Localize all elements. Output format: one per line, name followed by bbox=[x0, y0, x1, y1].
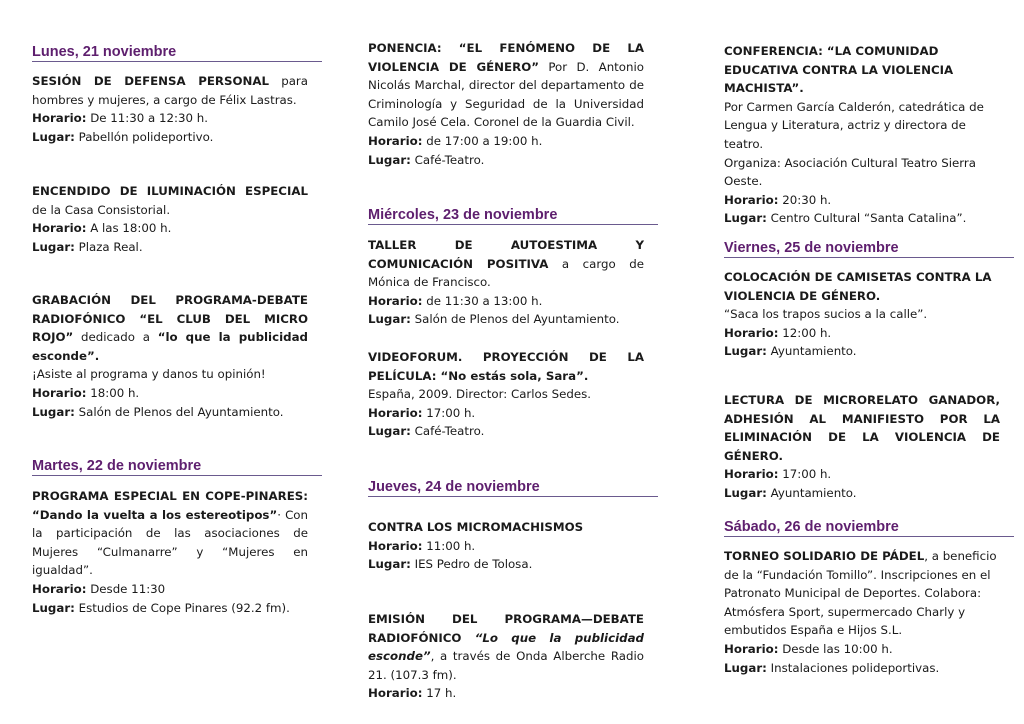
event-note: ¡Asiste al programa y danos tu opinión! bbox=[32, 367, 266, 382]
event-horario: 17:00 h. bbox=[778, 467, 832, 482]
event-title: GRABACIÓN DEL PROGRAMA-DEBATE RADIOFÓNICO “EL CLUB DEL MICRO ROJO” bbox=[32, 293, 308, 345]
lugar-label: Lugar: bbox=[724, 211, 767, 226]
horario-label: Horario: bbox=[368, 686, 423, 701]
event-title: PONENCIA: “EL FENÓMENO DE LA VIOLENCIA DE GÉNERO” bbox=[368, 41, 644, 74]
event-title: COLOCACIÓN DE CAMISETAS CONTRA LA VIOLENCIA DE GÉNERO. bbox=[724, 270, 992, 303]
event-horario: de 17:00 a 19:00 h. bbox=[422, 133, 543, 148]
lugar-label: Lugar: bbox=[368, 152, 411, 167]
lugar-label: Lugar: bbox=[724, 344, 767, 359]
event-title: EMISIÓN DEL PROGRAMA—DEBATE RADIOFÓNICO bbox=[368, 612, 644, 645]
event-lugar: Ayuntamiento. bbox=[766, 485, 857, 500]
event-lugar: Plaza Real. bbox=[74, 239, 143, 254]
event-title: CONFERENCIA: “LA COMUNIDAD EDUCATIVA CONTRA LA VIOLENCIA MACHISTA”. bbox=[724, 44, 954, 96]
horario-label: Horario: bbox=[724, 641, 779, 656]
event-grabacion-debate bbox=[32, 291, 308, 421]
event-horario: 12:00 h. bbox=[778, 325, 832, 340]
horario-label: Horario: bbox=[724, 467, 779, 482]
lugar-label: Lugar: bbox=[368, 557, 411, 572]
event-description: dedicado a bbox=[73, 330, 158, 345]
day-heading-saturday: Sábado, 26 de noviembre bbox=[724, 519, 1014, 537]
event-defensa-personal bbox=[32, 72, 308, 146]
event-horario: De 11:30 a 12:30 h. bbox=[86, 111, 208, 126]
day-heading-friday: Viernes, 25 de noviembre bbox=[724, 240, 1014, 258]
event-horario: 18:00 h. bbox=[86, 385, 140, 400]
event-lugar: Instalaciones polideportivas. bbox=[766, 660, 940, 675]
event-description: “Saca los trapos sucios a la calle”. bbox=[724, 307, 928, 322]
event-lugar: Estudios de Cope Pinares (92.2 fm). bbox=[74, 600, 290, 615]
event-description: a cargo de Mónica de Francisco. bbox=[368, 256, 644, 290]
lugar-label: Lugar: bbox=[724, 660, 767, 675]
event-title: VIDEOFORUM. PROYECCIÓN DE LA PELÍCULA: “No estás sola, Sara”. bbox=[368, 350, 644, 383]
event-taller-autoestima bbox=[368, 236, 644, 329]
lugar-label: Lugar: bbox=[32, 404, 75, 419]
event-description: · Con la participación de las asociaciones de Mujeres “Culmanarre” y “Mujeres en igualdad”. bbox=[32, 507, 309, 578]
event-ponencia bbox=[368, 39, 644, 169]
event-cope-pinares bbox=[32, 487, 308, 617]
event-lugar: Café-Teatro. bbox=[410, 424, 485, 439]
horario-label: Horario: bbox=[724, 192, 779, 207]
horario-label: Horario: bbox=[32, 581, 87, 596]
horario-label: Horario: bbox=[368, 538, 423, 553]
event-lugar: IES Pedro de Tolosa. bbox=[410, 557, 533, 572]
horario-label: Horario: bbox=[368, 133, 423, 148]
lugar-label: Lugar: bbox=[32, 600, 75, 615]
event-torneo-padel bbox=[724, 547, 1000, 677]
event-lugar: Pabellón polideportivo. bbox=[74, 129, 214, 144]
event-lugar: Centro Cultural “Santa Catalina”. bbox=[766, 211, 967, 226]
lugar-label: Lugar: bbox=[724, 485, 767, 500]
event-title: CONTRA LOS MICROMACHISMOS bbox=[368, 520, 584, 534]
event-title: SESIÓN DE DEFENSA PERSONAL bbox=[32, 74, 270, 88]
event-horario: Desde 11:30 bbox=[86, 581, 166, 596]
lugar-label: Lugar: bbox=[368, 312, 411, 327]
day-heading-tuesday: Martes, 22 de noviembre bbox=[32, 458, 322, 476]
day-heading-monday: Lunes, 21 noviembre bbox=[32, 44, 322, 62]
lugar-label: Lugar: bbox=[368, 424, 411, 439]
event-horario: 17 h. bbox=[422, 686, 457, 701]
event-emision-programa bbox=[368, 610, 644, 703]
event-lugar: Salón de Plenos del Ayuntamiento. bbox=[74, 404, 284, 419]
event-description: Por D. Antonio Nicolás Marchal, director del departamento de Criminología y Seguridad de la Universidad Camilo José Cela. Coronel de la Guardia Civil. bbox=[368, 59, 644, 130]
event-microrelato bbox=[724, 391, 1000, 503]
event-micromachismos bbox=[368, 518, 644, 574]
event-conferencia bbox=[724, 42, 1000, 228]
event-subtitle: “lo que la publicidad esconde”. bbox=[32, 330, 308, 363]
event-horario: Desde las 10:00 h. bbox=[778, 641, 893, 656]
lugar-label: Lugar: bbox=[32, 239, 75, 254]
event-description: España, 2009. Director: Carlos Sedes. bbox=[368, 387, 592, 402]
horario-label: Horario: bbox=[32, 111, 87, 126]
horario-label: Horario: bbox=[32, 385, 87, 400]
event-videoforum bbox=[368, 348, 644, 441]
event-description: Por Carmen García Calderón, catedrática de Lengua y Literatura, actriz y directora de teatro. bbox=[724, 99, 984, 151]
day-heading-thursday: Jueves, 24 de noviembre bbox=[368, 479, 658, 497]
event-horario: de 11:30 a 13:00 h. bbox=[422, 293, 543, 308]
event-lugar: Café-Teatro. bbox=[410, 152, 485, 167]
event-camisetas bbox=[724, 268, 1000, 361]
event-lugar: Salón de Plenos del Ayuntamiento. bbox=[410, 312, 620, 327]
event-title: ENCENDIDO DE ILUMINACIÓN ESPECIAL bbox=[32, 184, 308, 198]
day-heading-wednesday: Miércoles, 23 de noviembre bbox=[368, 207, 658, 225]
event-description: para hombres y mujeres, a cargo de Félix Lastras. bbox=[32, 74, 308, 107]
event-iluminacion bbox=[32, 182, 308, 256]
event-title: PROGRAMA ESPECIAL EN COPE-PINARES: “Dando la vuelta a los estereotipos” bbox=[32, 489, 308, 522]
event-horario: 17:00 h. bbox=[422, 405, 476, 420]
event-title: TALLER DE AUTOESTIMA Y COMUNICACIÓN POSITIVA bbox=[368, 238, 644, 271]
lugar-label: Lugar: bbox=[32, 129, 75, 144]
event-subtitle: “Lo que la publicidad esconde” bbox=[368, 630, 644, 664]
horario-label: Horario: bbox=[368, 293, 423, 308]
horario-label: Horario: bbox=[724, 325, 779, 340]
event-title: TORNEO SOLIDARIO DE PÁDEL bbox=[724, 549, 925, 563]
event-description: de la Casa Consistorial. bbox=[32, 202, 171, 217]
horario-label: Horario: bbox=[368, 405, 423, 420]
event-horario: 20:30 h. bbox=[778, 192, 832, 207]
event-description: , a través de Onda Alberche Radio 21. (107.3 fm). bbox=[368, 649, 644, 682]
event-lugar: Ayuntamiento. bbox=[766, 344, 857, 359]
event-description: , a beneficio de la “Fundación Tomillo”. Inscripciones en el Patronato Municipal de Deportes. Colabora: Atmósfera Sport, supermercado Charly y embutidos España e Hijos S.L. bbox=[724, 549, 997, 638]
event-horario: 11:00 h. bbox=[422, 538, 476, 553]
horario-label: Horario: bbox=[32, 221, 87, 236]
event-title: LECTURA DE MICRORELATO GANADOR, ADHESIÓN AL MANIFIESTO POR LA ELIMINACIÓN DE LA VIOLENCIA DE GÉNERO. bbox=[724, 393, 1000, 463]
event-organizer: Organiza: Asociación Cultural Teatro Sierra Oeste. bbox=[724, 155, 976, 189]
event-horario: A las 18:00 h. bbox=[86, 221, 172, 236]
